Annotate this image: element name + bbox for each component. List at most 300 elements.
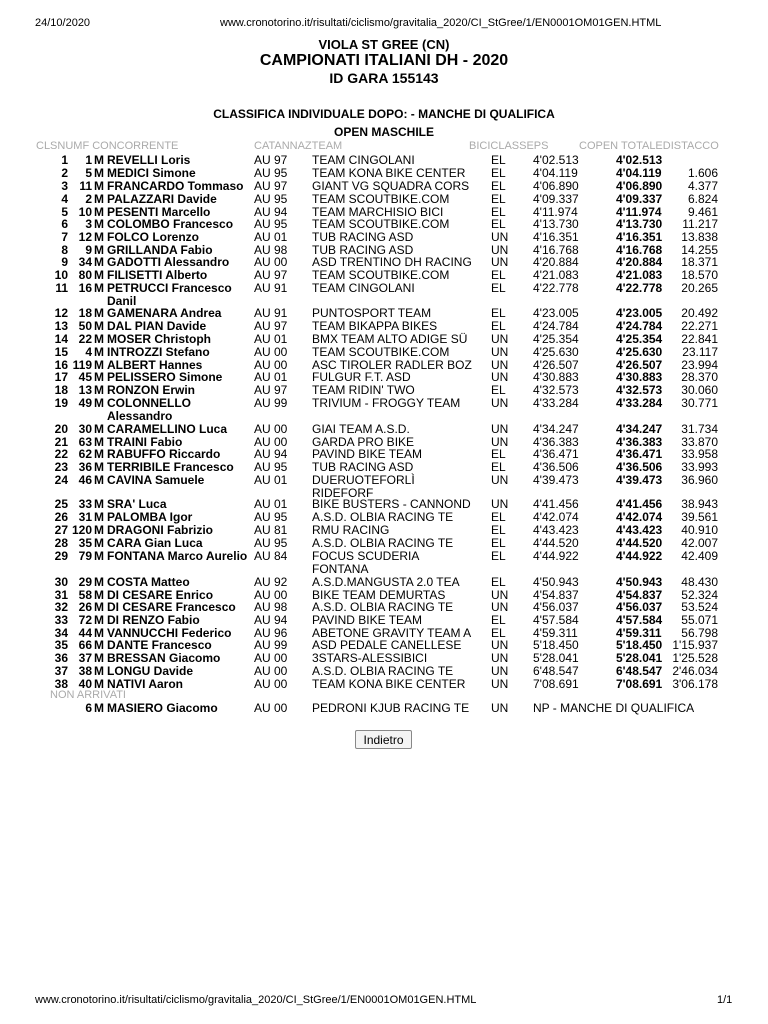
bib-number: 5: [85, 166, 92, 180]
column-header-team: CATANNAZTEAM: [254, 140, 343, 152]
rider-name: MEDICI Simone: [107, 166, 196, 180]
bib-number: 33: [78, 497, 92, 511]
time-gap: 30.060: [681, 383, 718, 397]
category-year: AU 00: [254, 588, 288, 602]
bib-number: 31: [78, 510, 92, 524]
bike-type: UN: [491, 243, 509, 257]
bike-type: EL: [491, 626, 506, 640]
position: 12: [54, 306, 68, 320]
bike-type: EL: [491, 460, 506, 474]
sex: M: [94, 664, 104, 678]
total-time: 4'11.974: [616, 205, 662, 219]
team-name: A.S.D. OLBIA RACING TE: [312, 510, 454, 524]
category-year: AU 99: [254, 638, 288, 652]
team-name: GIAI TEAM A.S.D.: [312, 422, 410, 436]
time-gap: 33.958: [681, 447, 718, 461]
total-time: 4'39.473: [616, 473, 663, 487]
stage-time: 4'36.506: [533, 460, 579, 474]
sex: M: [94, 701, 104, 715]
time-gap: 55.071: [681, 613, 718, 627]
table-row: [0, 536, 768, 549]
table-row: [0, 664, 768, 677]
rider-name: MASIERO Giacomo: [107, 701, 218, 715]
bike-type: UN: [491, 677, 509, 691]
position: 1: [61, 153, 68, 167]
table-row: [0, 460, 768, 473]
team-name: TEAM SCOUTBIKE.COM: [312, 192, 450, 206]
team-name: DUERUOTEFORLÌ: [312, 473, 415, 487]
position: 28: [54, 536, 68, 550]
category-year: AU 97: [254, 153, 288, 167]
time-gap: 33.993: [681, 460, 718, 474]
page-number: 1/1: [717, 994, 733, 1006]
bib-number: 80: [78, 268, 92, 282]
rider-name: ALBERT Hannes: [107, 358, 203, 372]
bike-type: UN: [491, 345, 509, 359]
stage-time: 4'56.037: [533, 600, 579, 614]
bib-number: 18: [78, 306, 92, 320]
bike-type: EL: [491, 549, 506, 563]
total-time: 4'36.383: [616, 435, 663, 449]
table-row: [0, 613, 768, 626]
bike-type: EL: [491, 192, 506, 206]
table-row: [0, 510, 768, 523]
bib-number: 1: [85, 153, 92, 167]
total-time: 4'25.354: [616, 332, 663, 346]
total-time: 5'18.450: [616, 638, 663, 652]
rider-name: PETRUCCI Francesco: [107, 281, 232, 295]
position: 21: [54, 435, 68, 449]
team-name: PUNTOSPORT TEAM: [312, 306, 432, 320]
table-row: [0, 166, 768, 179]
bike-type: UN: [491, 701, 509, 715]
team-name: ABETONE GRAVITY TEAM A: [312, 626, 472, 640]
position: 2: [61, 166, 68, 180]
bib-number: 6: [85, 701, 92, 715]
stage-time: 4'57.584: [533, 613, 579, 627]
team-name: TEAM CINGOLANI: [312, 281, 415, 295]
rider-name: DI CESARE Francesco: [107, 600, 236, 614]
category-year: AU 81: [254, 523, 288, 537]
bike-type: EL: [491, 268, 506, 282]
sex: M: [94, 345, 104, 359]
total-time: 5'28.041: [616, 651, 663, 665]
category-year: AU 94: [254, 447, 288, 461]
rider-name: FRANCARDO Tommaso: [107, 179, 244, 193]
sex: M: [94, 600, 104, 614]
bib-number: 37: [78, 651, 92, 665]
bike-type: EL: [491, 153, 506, 167]
team-name: TEAM CINGOLANI: [312, 153, 415, 167]
rider-name: VANNUCCHI Federico: [107, 626, 232, 640]
total-time: 4'59.311: [616, 626, 662, 640]
total-time: 4'44.520: [616, 536, 663, 550]
footer-url: www.cronotorino.it/risultati/ciclismo/gravitalia_2020/CI_StGree/1/EN0001OM01GEN.HTML: [35, 994, 477, 1006]
position: 23: [54, 460, 68, 474]
team-name: TEAM SCOUTBIKE.COM: [312, 217, 450, 231]
print-date: 24/10/2020: [35, 17, 91, 29]
total-time: 4'20.884: [616, 255, 663, 269]
non-arrivati-label: NON ARRIVATI: [50, 689, 126, 701]
sex: M: [94, 179, 104, 193]
name-continuation: Alessandro: [107, 409, 173, 423]
position: 3: [61, 179, 68, 193]
sex: M: [94, 243, 104, 257]
bib-number: 26: [78, 600, 92, 614]
stage-time: 4'50.943: [533, 575, 579, 589]
sex: M: [94, 447, 104, 461]
team-continuation: FONTANA: [312, 562, 369, 576]
category-year: AU 96: [254, 626, 288, 640]
team-name: GARDA PRO BIKE: [312, 435, 415, 449]
total-time: 4'34.247: [616, 422, 663, 436]
position: 38: [54, 677, 68, 691]
position: 35: [54, 638, 68, 652]
bib-number: 29: [78, 575, 92, 589]
time-gap: 38.943: [681, 497, 718, 511]
sex: M: [94, 383, 104, 397]
total-time: 4'26.507: [616, 358, 663, 372]
stage-time: 4'21.083: [533, 268, 579, 282]
time-gap: 1'25.528: [672, 651, 718, 665]
position: 9: [61, 255, 68, 269]
rider-name: BRESSAN Giacomo: [107, 651, 221, 665]
category-year: AU 95: [254, 460, 288, 474]
bib-number: 49: [78, 396, 92, 410]
time-gap: 18.570: [681, 268, 718, 282]
rider-name: REVELLI Loris: [107, 153, 191, 167]
team-name: FOCUS SCUDERIA: [312, 549, 420, 563]
rider-name: TRAINI Fabio: [107, 435, 183, 449]
time-gap: 13.838: [681, 230, 718, 244]
bib-number: 66: [78, 638, 92, 652]
bike-type: UN: [491, 473, 509, 487]
table-row: [0, 217, 768, 230]
bike-type: UN: [491, 358, 509, 372]
stage-time: 4'25.354: [533, 332, 579, 346]
sex: M: [94, 510, 104, 524]
rider-name: CAVINA Samuele: [107, 473, 205, 487]
table-row: [0, 345, 768, 358]
team-name: ASD PEDALE CANELLESE: [312, 638, 462, 652]
category-year: AU 91: [254, 306, 288, 320]
time-gap: 6.824: [687, 192, 718, 206]
bib-number: 62: [78, 447, 92, 461]
stage-time: 6'48.547: [533, 664, 579, 678]
sex: M: [94, 435, 104, 449]
stage-time: 4'16.351: [533, 230, 579, 244]
category-year: AU 00: [254, 701, 288, 715]
rider-name: DAL PIAN Davide: [107, 319, 207, 333]
table-row: [0, 319, 768, 332]
position: 31: [54, 588, 68, 602]
total-time: 4'09.337: [616, 192, 663, 206]
column-header-bike: BICICLASSEPS: [469, 140, 549, 152]
sex: M: [94, 638, 104, 652]
category-title: OPEN MASCHILE: [333, 125, 434, 139]
bib-number: 119: [72, 358, 92, 372]
time-gap: 22.841: [681, 332, 718, 346]
bib-number: 46: [78, 473, 92, 487]
bib-number: 13: [78, 383, 92, 397]
total-time: 4'57.584: [616, 613, 663, 627]
total-time: 4'32.573: [616, 383, 663, 397]
back-button[interactable]: Indietro: [355, 730, 412, 749]
total-time: 4'02.513: [616, 153, 663, 167]
stage-time: 4'25.630: [533, 345, 579, 359]
bib-number: 4: [85, 345, 92, 359]
time-gap: 40.910: [681, 523, 718, 537]
rider-name: CARA Gian Luca: [107, 536, 203, 550]
category-year: AU 95: [254, 510, 288, 524]
table-row: [0, 523, 768, 536]
sex: M: [94, 358, 104, 372]
event-title: CAMPIONATI ITALIANI DH - 2020: [259, 52, 509, 69]
bib-number: 34: [78, 255, 92, 269]
sex: M: [94, 370, 104, 384]
rider-name: COLOMBO Francesco: [107, 217, 234, 231]
table-row: [0, 383, 768, 396]
category-year: AU 01: [254, 230, 288, 244]
position: 34: [54, 626, 68, 640]
category-year: AU 00: [254, 651, 288, 665]
table-row: [0, 651, 768, 664]
team-name: PAVIND BIKE TEAM: [312, 613, 423, 627]
category-year: AU 95: [254, 217, 288, 231]
stage-time: 4'26.507: [533, 358, 579, 372]
time-gap: 18.371: [681, 255, 718, 269]
position: 13: [54, 319, 68, 333]
total-time: 4'54.837: [616, 588, 663, 602]
sex: M: [94, 205, 104, 219]
rider-name: NATIVI Aaron: [107, 677, 184, 691]
sex: M: [94, 536, 104, 550]
category-year: AU 92: [254, 575, 288, 589]
rider-name: DRAGONI Fabrizio: [107, 523, 214, 537]
category-year: AU 99: [254, 396, 288, 410]
bike-type: EL: [491, 536, 506, 550]
time-gap: 20.492: [681, 306, 718, 320]
table-row: [0, 281, 768, 294]
bike-type: EL: [491, 383, 506, 397]
category-year: AU 95: [254, 192, 288, 206]
stage-time: 5'28.041: [533, 651, 579, 665]
table-row: [0, 638, 768, 651]
position: 8: [61, 243, 68, 257]
total-time: 4'04.119: [616, 166, 662, 180]
sex: M: [94, 281, 104, 295]
total-time: 4'16.351: [616, 230, 663, 244]
team-continuation: RIDEFORF: [312, 486, 374, 500]
position: 19: [54, 396, 68, 410]
rider-name: RONZON Erwin: [107, 383, 196, 397]
team-name: A.S.D. OLBIA RACING TE: [312, 600, 454, 614]
category-year: AU 97: [254, 179, 288, 193]
category-year: AU 91: [254, 281, 288, 295]
name-continuation: Danil: [107, 294, 137, 308]
table-row: [0, 600, 768, 613]
position: 15: [54, 345, 68, 359]
category-year: AU 97: [254, 268, 288, 282]
team-name: GIANT VG SQUADRA CORS: [312, 179, 470, 193]
sex: M: [94, 549, 104, 563]
position: 17: [54, 370, 68, 384]
position: 18: [54, 383, 68, 397]
total-time: 4'42.074: [616, 510, 663, 524]
team-name: BIKE BUSTERS - CANNOND: [312, 497, 471, 511]
rider-name: FOLCO Lorenzo: [107, 230, 199, 244]
time-gap: 23.994: [681, 358, 718, 372]
category-year: AU 97: [254, 319, 288, 333]
category-year: AU 84: [254, 549, 288, 563]
time-gap: 1.606: [687, 166, 718, 180]
table-row: [0, 255, 768, 268]
stage-time: 4'23.005: [533, 306, 579, 320]
stage-time: 4'44.922: [533, 549, 579, 563]
position: 33: [54, 613, 68, 627]
team-name: TUB RACING ASD: [312, 230, 414, 244]
table-row: [0, 179, 768, 192]
sex: M: [94, 677, 104, 691]
column-header-copen: COPEN: [579, 140, 619, 152]
stage-time: 4'41.456: [533, 497, 579, 511]
table-row: [0, 370, 768, 383]
rider-name: SRA' Luca: [107, 497, 167, 511]
total-time: 4'13.730: [616, 217, 663, 231]
rider-name: INTROZZI Stefano: [107, 345, 210, 359]
team-name: PEDRONI KJUB RACING TE: [312, 701, 470, 715]
team-name: FULGUR F.T. ASD: [312, 370, 411, 384]
table-row-dnf: [0, 701, 768, 714]
position: 7: [61, 230, 68, 244]
total-time: 4'44.922: [616, 549, 663, 563]
sex: M: [94, 575, 104, 589]
rider-name: DANTE Francesco: [107, 638, 212, 652]
rider-name: PELISSERO Simone: [107, 370, 223, 384]
category-year: AU 00: [254, 435, 288, 449]
category-year: AU 01: [254, 497, 288, 511]
bike-type: EL: [491, 179, 506, 193]
team-name: TEAM KONA BIKE CENTER: [312, 166, 466, 180]
stage-time: 4'20.884: [533, 255, 579, 269]
column-header-total: TOTALEDISTACCO: [621, 140, 719, 152]
stage-time: 4'36.383: [533, 435, 579, 449]
team-name: ASC TIROLER RADLER BOZ: [312, 358, 472, 372]
total-time: 7'08.691: [616, 677, 663, 691]
time-gap: 39.561: [681, 510, 718, 524]
rider-name: COSTA Matteo: [107, 575, 190, 589]
position: 6: [61, 217, 68, 231]
table-row: [0, 396, 768, 409]
time-gap: 33.870: [681, 435, 718, 449]
team-name: A.S.D.MANGUSTA 2.0 TEA: [312, 575, 460, 589]
rider-name: GRILLANDA Fabio: [107, 243, 213, 257]
time-gap: 14.255: [681, 243, 718, 257]
category-year: AU 00: [254, 345, 288, 359]
bike-type: UN: [491, 651, 509, 665]
rider-name: GAMENARA Andrea: [107, 306, 222, 320]
classification-title: CLASSIFICA INDIVIDUALE DOPO: - MANCHE DI QUALIFICA: [213, 107, 555, 121]
total-time: 4'24.784: [616, 319, 663, 333]
bib-number: 3: [85, 217, 92, 231]
bib-number: 120: [71, 523, 92, 537]
sex: M: [94, 473, 104, 487]
time-gap: 30.771: [681, 396, 718, 410]
total-time: 4'36.471: [616, 447, 663, 461]
category-year: AU 00: [254, 677, 288, 691]
rider-name: DI CESARE Enrico: [107, 588, 214, 602]
position: 37: [54, 664, 68, 678]
sex: M: [94, 166, 104, 180]
rider-name: COLONNELLO: [107, 396, 191, 410]
sex: M: [94, 523, 104, 537]
bike-type: UN: [491, 638, 509, 652]
bib-number: 63: [78, 435, 92, 449]
bike-type: EL: [491, 319, 506, 333]
total-time: 4'41.456: [616, 497, 663, 511]
position: 25: [54, 497, 68, 511]
time-gap: 42.007: [681, 536, 718, 550]
bike-type: UN: [491, 422, 509, 436]
time-gap: 1'15.937: [672, 638, 718, 652]
stage-time: 4'44.520: [533, 536, 579, 550]
race-id: ID GARA 155143: [329, 70, 439, 86]
time-gap: 52.324: [681, 588, 718, 602]
position: 30: [54, 575, 68, 589]
stage-time: 4'43.423: [533, 523, 579, 537]
team-name: TEAM RIDIN' TWO: [312, 383, 415, 397]
bib-number: 9: [85, 243, 92, 257]
bike-type: EL: [491, 306, 506, 320]
position: 26: [54, 510, 68, 524]
category-year: AU 98: [254, 243, 288, 257]
stage-time: 4'24.784: [533, 319, 579, 333]
bike-type: UN: [491, 370, 509, 384]
rider-name: PALAZZARI Davide: [107, 192, 217, 206]
stage-time: 4'30.883: [533, 370, 579, 384]
table-row: [0, 192, 768, 205]
time-gap: 9.461: [687, 205, 718, 219]
position: 20: [54, 422, 68, 436]
table-row: [0, 332, 768, 345]
table-row: [0, 575, 768, 588]
stage-time: 5'18.450: [533, 638, 579, 652]
category-year: AU 94: [254, 205, 288, 219]
total-time: 4'33.284: [616, 396, 663, 410]
bike-type: UN: [491, 435, 509, 449]
team-name: PAVIND BIKE TEAM: [312, 447, 423, 461]
time-gap: 56.798: [681, 626, 718, 640]
stage-time: 4'34.247: [533, 422, 579, 436]
category-year: AU 95: [254, 166, 288, 180]
sex: M: [94, 396, 104, 410]
team-name: TUB RACING ASD: [312, 460, 414, 474]
time-gap: 36.960: [681, 473, 718, 487]
rider-name: LONGU Davide: [107, 664, 194, 678]
bib-number: 16: [78, 281, 92, 295]
stage-time: 4'22.778: [533, 281, 579, 295]
time-gap: 23.117: [682, 345, 718, 359]
total-time: 4'30.883: [616, 370, 663, 384]
team-name: 3STARS-ALESSIBICI: [312, 651, 428, 665]
sex: M: [94, 460, 104, 474]
bike-type: UN: [491, 600, 509, 614]
time-gap: 42.409: [681, 549, 718, 563]
bike-type: EL: [491, 217, 506, 231]
total-time: 4'56.037: [616, 600, 663, 614]
sex: M: [94, 230, 104, 244]
time-gap: 48.430: [681, 575, 718, 589]
